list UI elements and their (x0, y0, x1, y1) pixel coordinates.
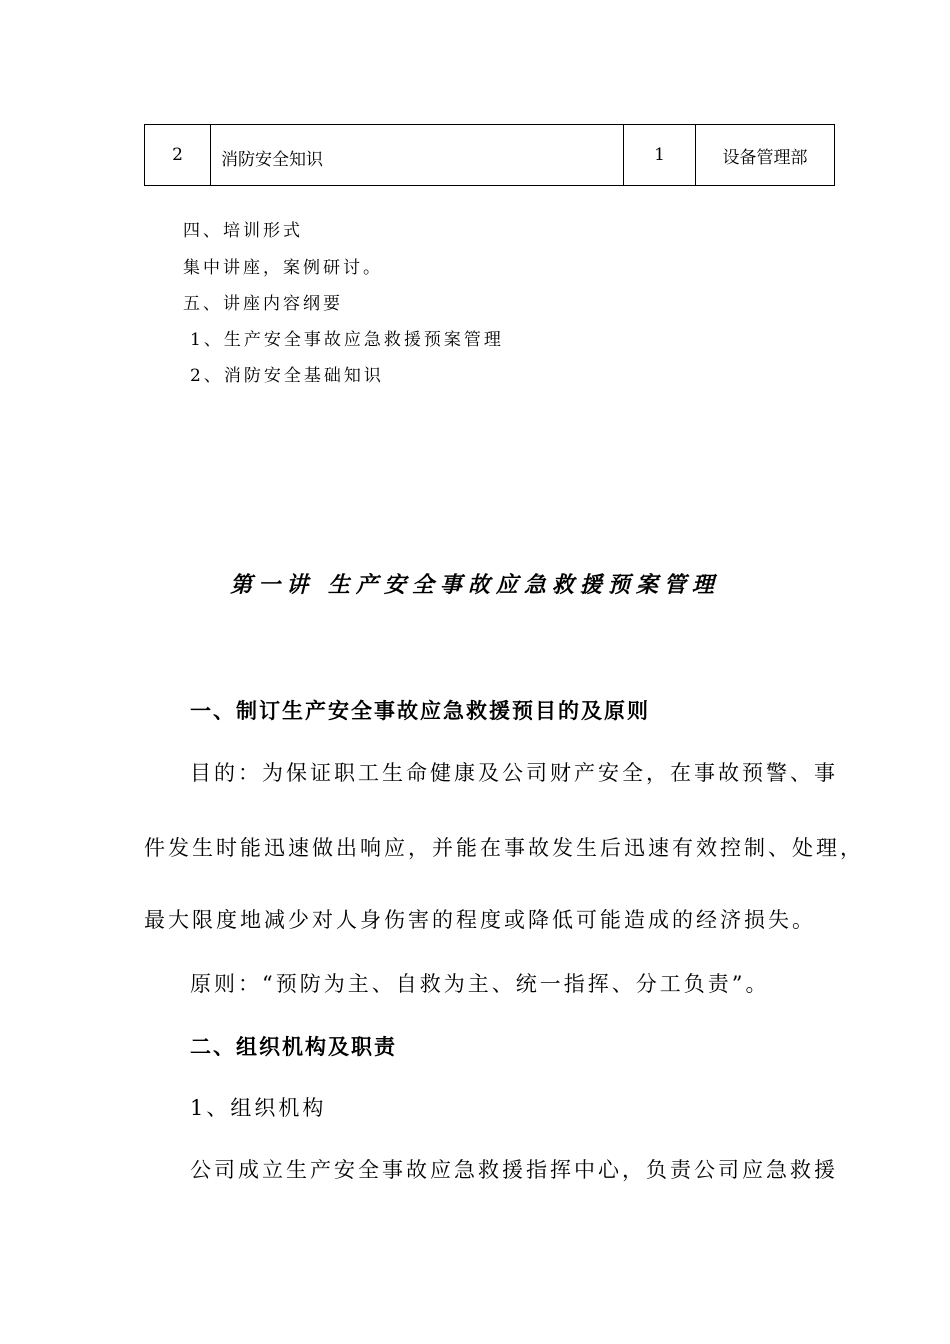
outline-item-1: 1、生产安全事故应急救援预案管理 (190, 330, 504, 350)
org-line-1: 公司成立生产安全事故应急救援指挥中心，负责公司应急救援 (190, 1158, 838, 1182)
principle-text: 原则：“预防为主、自救为主、统一指挥、分工负责”。 (190, 972, 770, 996)
outline-item-2: 2、消防安全基础知识 (190, 366, 384, 386)
section-heading-1: 一、制订生产安全事故应急救援预目的及原则 (190, 698, 650, 723)
table-row (145, 125, 835, 186)
course-hours: 1 (624, 125, 696, 186)
course-table (144, 124, 835, 186)
subsection-org: 1、组织机构 (190, 1096, 327, 1120)
purpose-line-1: 目的：为保证职工生命健康及公司财产安全，在事故预警、事 (190, 761, 838, 785)
section5-title: 五、讲座内容纲要 (183, 294, 343, 314)
course-name: 消防安全知识 (211, 125, 624, 186)
row-number: 2 (145, 125, 211, 186)
section-heading-2: 二、组织机构及职责 (190, 1034, 397, 1059)
lecture-title: 第一讲 生产安全事故应急救援预案管理 (230, 572, 720, 598)
section4-body: 集中讲座，案例研讨。 (183, 258, 383, 278)
course-department: 设备管理部 (696, 125, 835, 186)
purpose-line-2: 件发生时能迅速做出响应，并能在事故发生后迅速有效控制、处理， (144, 836, 864, 860)
section4-title: 四、培训形式 (183, 221, 303, 241)
purpose-line-3: 最大限度地减少对人身伤害的程度或降低可能造成的经济损失。 (144, 908, 816, 932)
